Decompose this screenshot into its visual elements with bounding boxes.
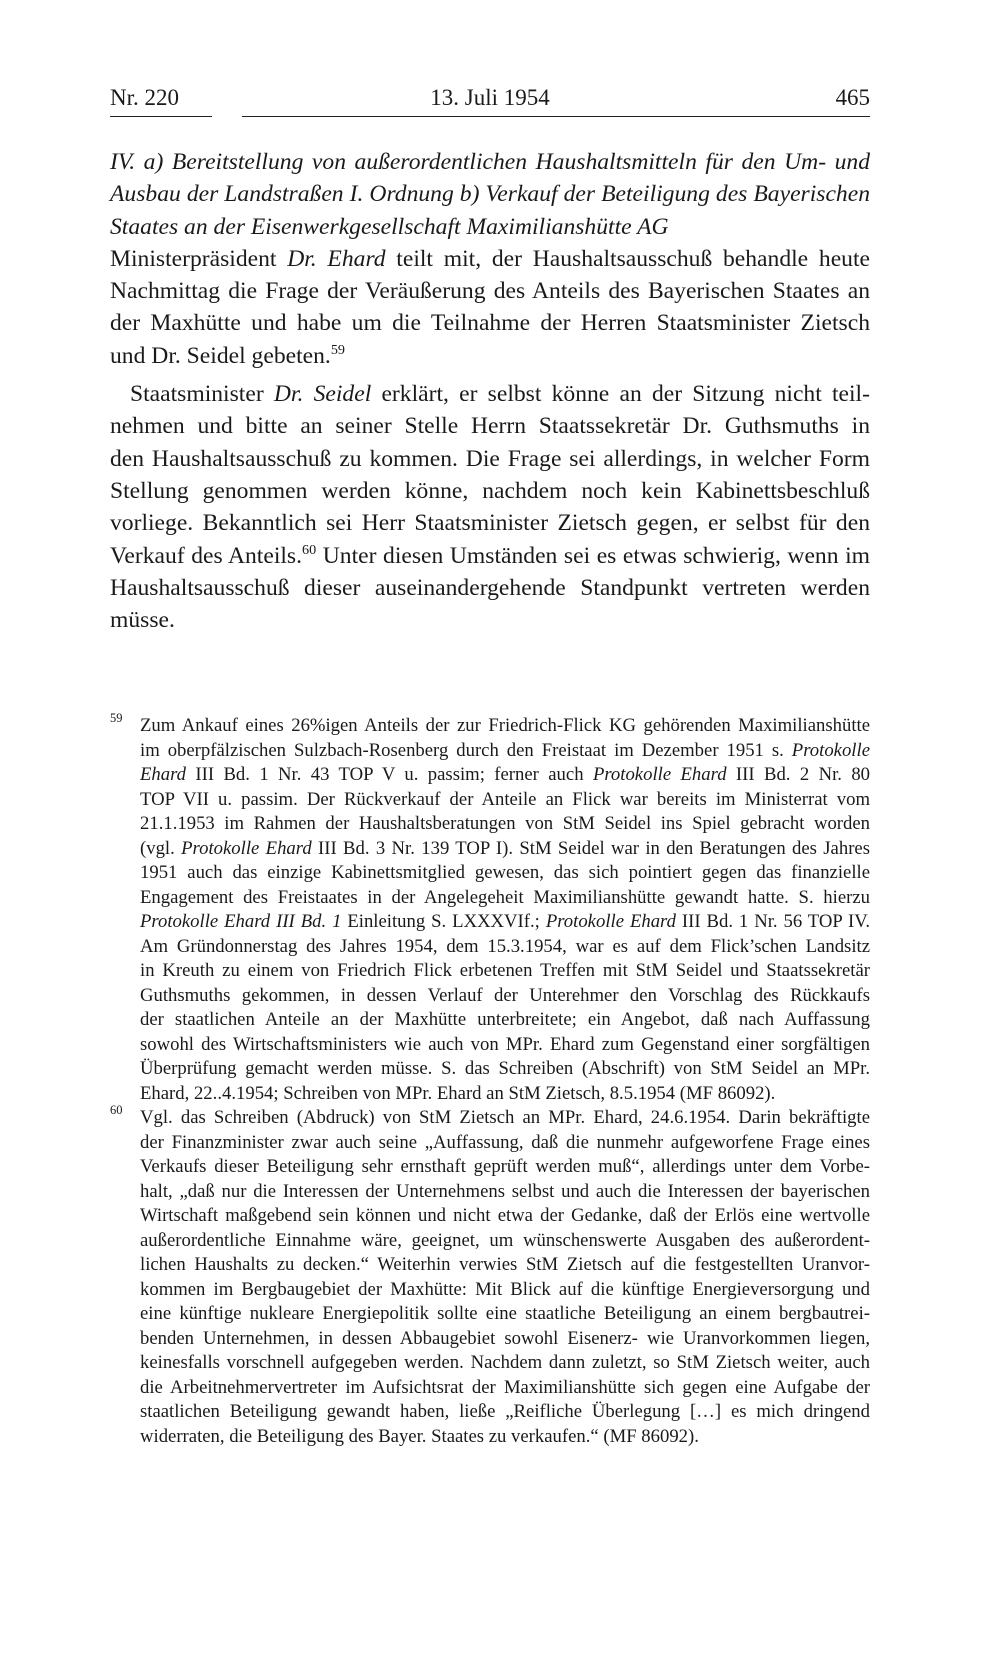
italic-text: Ehard (140, 764, 187, 785)
footnote-number: 59 (110, 711, 123, 725)
text-line (140, 1082, 870, 1107)
text-run: Stellung genommen werden könne, nachdem noch kein Kabinettsbeschluß (110, 477, 870, 504)
text-run: III Bd. 3 Nr. 139 TOP I). StM Seidel war in den Beratungen des Jahres (311, 837, 870, 859)
text-run: Staates an der Eisenwerkgesellschaft Maximilianshütte AG (110, 213, 669, 240)
text-run: kommen im Bergbaugebiet der Maxhütte: Mit Blick auf die künftige Energieversorgung und (140, 1278, 870, 1300)
text-run: III Bd. 2 Nr. 80 (726, 764, 871, 785)
text-run: III Bd. 1 Nr. 56 TOP IV. (675, 911, 870, 932)
text-line (140, 1327, 870, 1352)
text-run: in Kreuth zu einem von Friedrich Flick erbetenen Treffen mit StM Seidel und Staatssekretär (140, 960, 870, 981)
agenda-heading (110, 146, 870, 243)
text-line (110, 178, 870, 210)
text-run: Guthsmuths gekommen, in dessen Verlauf der Unterehmer den Vorschlag des Rückkaufs (140, 984, 870, 1006)
text-run: 21.1.1953 im Rahmen der Haushaltsberatungen von StM Seidel ins Spiel gebracht worden (140, 813, 870, 834)
text-run: keinesfalls vorschnell aufgegeben werden. Nachdem dann zuletzt, so StM Zietsch weiter, auch (140, 1352, 870, 1373)
text-run: Ehard, 22..4.1954; Schreiben von MPr. Ehard an StM Zietsch, 8.5.1954 (MF 86092). (140, 1082, 776, 1104)
italic-text: Protokolle (791, 739, 870, 761)
italic-text: Protokolle Ehard III Bd. 1 (140, 911, 342, 932)
text-run: der staatlichen Anteile an der Maxhütte unterbreitete; ein Angebot, daß nach Auffassung (140, 1009, 870, 1030)
text-line (110, 443, 870, 475)
text-line (140, 1229, 870, 1254)
text-run: der Maxhütte und habe um die Teilnahme der Herren Staatsminister Zietsch (110, 310, 870, 337)
text-run: Nachmittag die Frage der Veräußerung des Anteils des Bayerischen Staates an (110, 278, 870, 305)
text-line (140, 1302, 870, 1327)
italic-text: Protokolle Ehard (592, 764, 727, 785)
text-run: Ministerpräsident (110, 245, 288, 272)
text-line (110, 307, 870, 339)
text-line (140, 788, 870, 813)
text-line (140, 1204, 870, 1229)
text-run: Einleitung S. LXXXVIf.; (341, 911, 546, 932)
footnote (110, 711, 871, 1106)
header-date: 13. Juli 1954 (430, 85, 550, 110)
text-run: Vgl. das Schreiben (Abdruck) von StM Zietsch an MPr. Ehard, 24.6.1954. Darin bekräftigte (140, 1107, 870, 1128)
footnote-reference[interactable]: 59 (330, 341, 345, 358)
text-run: sowohl des Wirtschaftsministers wie auch von MPr. Ehard zum Gegenstand einer sorgfältigen (140, 1033, 870, 1055)
text-run: teilt mit, der Haushaltsausschuß behandle heute (385, 245, 870, 272)
text-run: Verkaufs dieser Beteiligung sehr ernsthaft geprüft werden muß“, allerdings unter dem Vorbe- (140, 1156, 870, 1177)
text-line (140, 812, 870, 837)
paragraph (110, 243, 870, 372)
text-run: III Bd. 1 Nr. 43 TOP V u. passim; ferner auch (186, 764, 593, 785)
italic-text: Protokolle Ehard (545, 911, 676, 932)
paragraph (110, 378, 870, 636)
text-line (110, 340, 870, 372)
text-line (110, 475, 870, 507)
text-run: TOP VII u. passim. Der Rückverkauf der Anteile an Flick war bereits im Ministerrat vom (140, 788, 870, 810)
text-run: widerraten, die Beteiligung des Bayer. Staates zu verkaufen.“ (MF 86092). (140, 1425, 699, 1447)
text-run: staatlichen Beteiligung gewandt haben, ließe „Reifliche Überlegung […] es mich dringend (140, 1401, 870, 1422)
text-line (140, 1155, 870, 1180)
text-run: Am Gründonnerstag des Jahres 1954, dem 15.3.1954, war es auf dem Flick’schen Landsitz (140, 935, 870, 957)
text-line (140, 1057, 870, 1082)
text-line (110, 275, 870, 307)
text-run: 1951 auch das einzige Kabinettsmitglied gewesen, das sich pointiert gegen das finanzielle (140, 862, 870, 883)
text-run: Haushaltsausschuß dieser auseinandergehende Standpunkt vertreten werden (110, 574, 870, 601)
text-line (110, 410, 870, 442)
text-run: benden Unternehmen, in dessen Abbaugebiet sowohl Eisenerz- wie Uranvorkommen liegen, (140, 1327, 870, 1349)
document-number: Nr. 220 (110, 85, 179, 110)
text-line (140, 1376, 870, 1401)
text-run: Überprüfung gemacht werden müsse. S. das Schreiben (Abschrift) von StM Seidel an MPr. (140, 1058, 870, 1079)
text-run: der Finanzminister zwar auch seine „Auffassung, daß die nunmehr aufgeworfene Frage eines (140, 1131, 870, 1153)
text-line (110, 572, 870, 604)
footnote-reference[interactable]: 60 (302, 541, 317, 558)
text-run: Verkauf des Anteils. (110, 542, 303, 569)
text-run: vorliege. Bekanntlich sei Herr Staatsminister Zietsch gegen, er selbst für den (110, 510, 870, 537)
text-run: Engagement des Freistaates in der Angelegeheit Maximilianshütte gewandt hatte. S. hierzu (140, 886, 870, 908)
text-run: IV. a) Bereitstellung von außerordentlichen Haushaltsmitteln für den Um- und (110, 149, 870, 175)
text-run: Unter diesen Umständen sei es etwas schwierig, wenn im (316, 542, 870, 569)
text-line (140, 959, 870, 984)
text-line (140, 861, 870, 886)
header-rule-gap (212, 115, 242, 118)
text-run: Wirtschaft maßgebend sein können und nicht etwa der Gedanke, daß der Erlös eine wertvolle (140, 1205, 870, 1226)
text-line (110, 378, 870, 410)
italic-text: Dr. Seidel (273, 381, 372, 408)
text-line (140, 1253, 870, 1278)
text-line (140, 714, 870, 739)
text-line (140, 1008, 870, 1033)
text-line (140, 984, 870, 1009)
text-line (140, 910, 870, 935)
text-run: im oberpfälzischen Sulzbach-Rosenberg durch den Freistaat im Dezember 1951 s. (140, 739, 792, 761)
text-run: müsse. (110, 607, 175, 634)
text-run: Staatsminister (130, 381, 274, 408)
footnote-number: 60 (110, 1103, 123, 1117)
text-run: und Dr. Seidel gebeten. (110, 342, 331, 369)
italic-text: Dr. Ehard (287, 245, 386, 272)
text-line (140, 1106, 870, 1131)
text-run: lichen Haushalts zu decken.“ Weiterhin verwies StM Zietsch auf die festgestellten Uranvor- (140, 1254, 870, 1275)
text-line (140, 1351, 870, 1376)
text-line (110, 507, 870, 539)
text-run: halt, „daß nur die Interessen der Unternehmens selbst und auch die Interessen der bayerischen (140, 1180, 870, 1202)
text-line (140, 1425, 870, 1450)
page-number: 465 (835, 85, 870, 110)
text-run: (vgl. (140, 837, 182, 859)
text-line (140, 886, 870, 911)
italic-text: Protokolle Ehard (181, 837, 312, 859)
text-line (110, 604, 870, 636)
text-line (140, 763, 870, 788)
text-line (140, 935, 870, 960)
text-run: eine künftige nukleare Energiepolitik sollte eine staatliche Beteiligung an einem bergbautrei- (140, 1303, 870, 1324)
text-run: Zum Ankauf eines 26%igen Anteils der zur Friedrich-Flick KG gehörenden Maximilianshütte (140, 715, 870, 736)
text-line (140, 1131, 870, 1156)
text-line (140, 1180, 870, 1205)
text-line (140, 1400, 870, 1425)
main-text (110, 146, 870, 636)
footnotes (110, 711, 871, 1449)
text-run: erklärt, er selbst könne an der Sitzung nicht teil- (371, 381, 870, 408)
text-line (140, 1278, 870, 1303)
text-run: die Arbeitnehmervertreter im Aufsichtsrat der Maximilianshütte sich gegen eine Aufgabe der (140, 1376, 870, 1398)
footnote (110, 1103, 870, 1449)
text-line (110, 146, 870, 178)
text-line (140, 739, 870, 764)
text-line (140, 1033, 870, 1058)
text-line (110, 540, 870, 572)
text-run: Ausbau der Landstraßen I. Ordnung b) Verkauf der Beteiligung des Bayerischen (110, 181, 870, 208)
text-run: außerordentliche Einnahme wäre, geeignet, um wünschenswerte Ausgaben des außerordent- (140, 1229, 870, 1251)
text-line (110, 243, 870, 275)
text-line (140, 837, 870, 862)
text-run: den Haushaltsausschuß zu kommen. Die Frage sei allerdings, in welcher Form (110, 445, 870, 472)
text-run: nehmen und bitte an seiner Stelle Herrn Staatssekretär Dr. Guthsmuths in (110, 413, 870, 440)
text-line (110, 211, 870, 243)
